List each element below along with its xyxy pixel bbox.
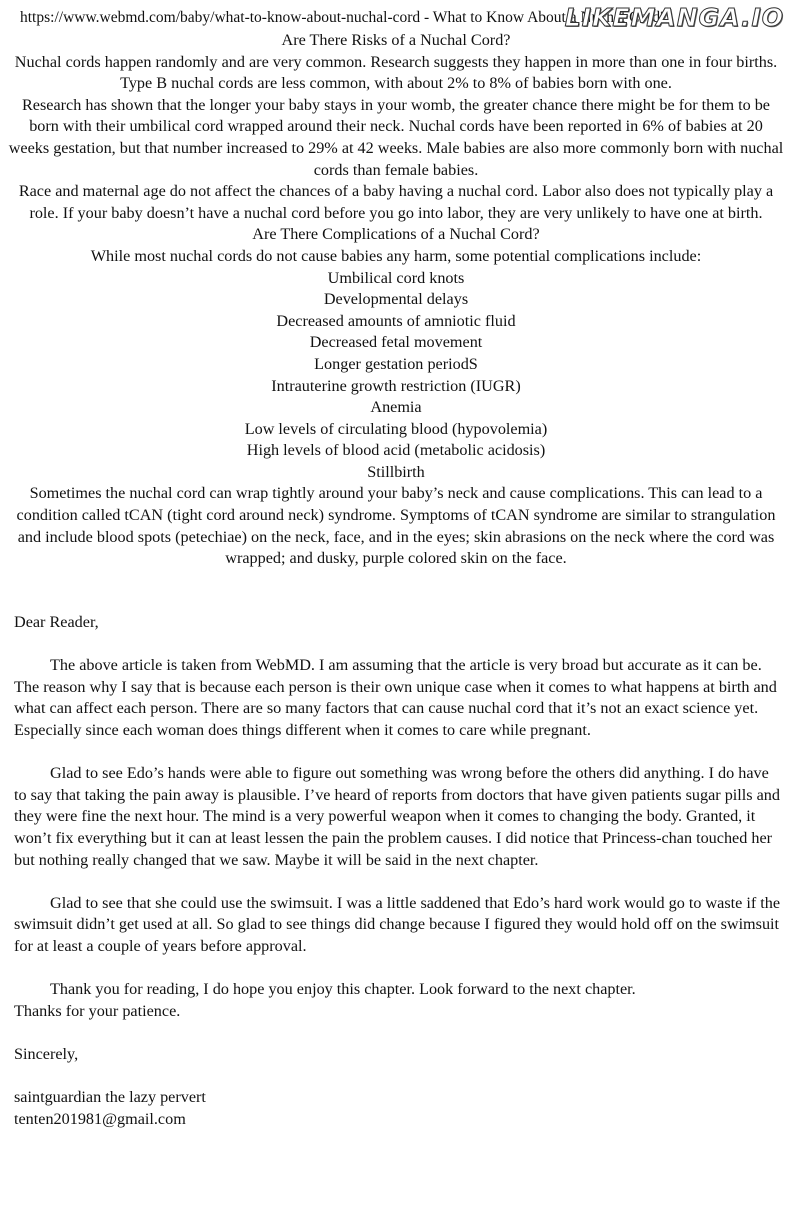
letter-paragraph-3: Glad to see that she could use the swimsuit. I was a little saddened that Edo’s hard work would go to waste if the swimsuit didn’t get used at all. So glad to see things did change because I figured they would hold off on the swimsuit for at least a couple of years before approval. (14, 893, 781, 955)
heading-risks: Are There Risks of a Nuchal Cord? (281, 31, 511, 49)
article-paragraph-1: Nuchal cords happen randomly and are very common. Research suggests they happen in more than one in four births. Type B nuchal cords are less common, with about 2% to 8% of babies born with one. (14, 52, 778, 93)
source-url: https://www.webmd.com/baby/what-to-know-about-nuchal-cord - What to Know About a Nuchal Cord? (20, 9, 667, 26)
heading-complications: Are There Complications of a Nuchal Cord? (252, 225, 540, 244)
list-item: Stillbirth (367, 462, 425, 481)
article-paragraph-4: Sometimes the nuchal cord can wrap tightly around your baby’s neck and cause complications. This can lead to a condition called tCAN (tight cord around neck) syndrome. Symptoms of tCAN syndrome are similar to strangulation and include blood spots (petechiae) on the neck, face, and in the eyes; skin abrasions on the neck where the cord was wrapped; and dusky, purple colored skin on the face. (16, 484, 776, 568)
list-item: Longer gestation periodS (314, 354, 478, 373)
letter-paragraph-1: The above article is taken from WebMD. I am assuming that the article is very broad but accurate as it can be. The reason why I say that is because each person is their own unique case when it comes to what happens at birth and what can affect each person. There are so many factors that can cause nuchal cord that it’s not an exact science yet. Especially since each woman does things different when it comes to care while pregnant. (14, 656, 777, 739)
list-item: Low levels of circulating blood (hypovolemia) (244, 419, 548, 438)
letter-paragraph-5: Thanks for your patience. (14, 1001, 181, 1020)
letter-paragraph-4: Thank you for reading, I do hope you enjoy this chapter. Look forward to the next chapter. (50, 980, 636, 999)
list-item: Anemia (370, 398, 422, 417)
letter-closing: Sincerely, (14, 1044, 79, 1063)
complications-intro: While most nuchal cords do not cause babies any harm, some potential complications include: (90, 246, 702, 265)
letter-paragraph-2: Glad to see Edo’s hands were able to figure out something was wrong before the others did anything. I do have to say that taking the pain away is plausible. I’ve heard of reports from doctors that have given patients sugar pills and they were fine the next hour. The mind is a very powerful weapon when it comes to changing the body. Granted, it won’t fix everything but it can at least lessen the pain the problem causes. I did notice that Princess-chan touched her but nothing really changed that we saw. Maybe it will be said in the next chapter. (14, 764, 780, 869)
list-item: Decreased amounts of amniotic fluid (276, 311, 516, 330)
list-item: Decreased fetal movement (309, 333, 483, 352)
article-paragraph-3: Race and maternal age do not affect the chances of a baby having a nuchal cord. Labor also does not typically play a role. If your baby doesn’t have a nuchal cord before you go into labor, they are very unlikely to have one at birth. (18, 182, 774, 222)
signature-name: saintguardian the lazy pervert (14, 1088, 206, 1107)
list-item: Umbilical cord knots (327, 268, 465, 287)
letter-greeting: Dear Reader, (14, 613, 99, 631)
article-body (8, 30, 784, 570)
article-paragraph-2: Research has shown that the longer your baby stays in your womb, the greater chance there might be for them to be born with their umbilical cord wrapped around their neck. Nuchal cords have been reported in 6% of babies at 20 weeks gestation, but that number increased to 29% at 42 weeks. Male babies are also more commonly born with nuchal cords than female babies. (8, 95, 784, 179)
signature-email: tenten201981@gmail.com (14, 1109, 186, 1128)
translator-letter (14, 612, 782, 1130)
list-item: Developmental delays (323, 290, 469, 309)
list-item: High levels of blood acid (metabolic acidosis) (246, 441, 546, 460)
complications-list (8, 268, 784, 484)
list-item: Intrauterine growth restriction (IUGR) (271, 376, 521, 395)
site-watermark: LIKEMANGA.IO (564, 3, 784, 32)
